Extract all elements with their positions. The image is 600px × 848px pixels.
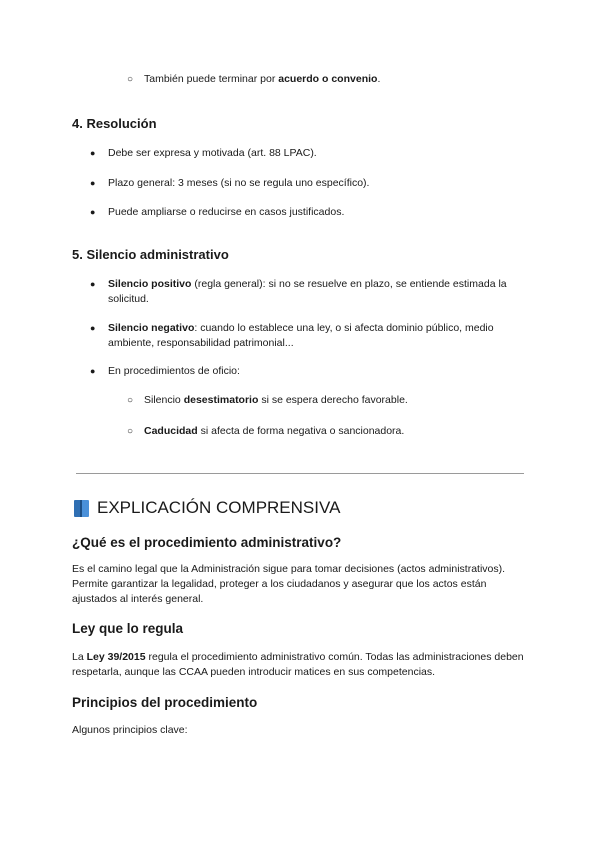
list-item-silencio-negativo: Silencio negativo: cuando lo establece una ley, o si afecta dominio público, medio ambiente, responsabilidad patrimonial... — [108, 322, 494, 349]
horizontal-divider — [76, 473, 524, 474]
filled-bullet: ● — [90, 178, 96, 188]
blue-book-icon — [74, 500, 89, 517]
hollow-bullet: ○ — [127, 426, 134, 437]
filled-bullet: ● — [90, 323, 96, 333]
section-heading-resolucion: 4. Resolución — [72, 116, 157, 131]
main-section-heading — [74, 497, 340, 519]
list-item: Plazo general: 3 meses (si no se regula uno específico). — [108, 177, 370, 189]
paragraph-ley: La Ley 39/2015 regula el procedimiento administrativo común. Todas las administraciones deben respetarla, aunque las CCAA pueden introducir matices en sus competencias. — [72, 651, 524, 678]
filled-bullet: ● — [90, 279, 96, 289]
hollow-bullet: ○ — [127, 74, 134, 85]
paragraph-principios-intro: Algunos principios clave: — [72, 724, 188, 736]
filled-bullet: ● — [90, 366, 96, 376]
subheading-ley: Ley que lo regula — [72, 621, 184, 636]
list-item-silencio-positivo: Silencio positivo (regla general): si no se resuelve en plazo, se entiende estimada la solicitud. — [108, 278, 507, 305]
list-item: Debe ser expresa y motivada (art. 88 LPAC). — [108, 147, 317, 159]
list-item-oficio: En procedimientos de oficio: — [108, 365, 240, 377]
subheading-principios: Principios del procedimiento — [72, 695, 258, 710]
filled-bullet: ● — [90, 148, 96, 158]
main-section-title: EXPLICACIÓN COMPRENSIVA — [97, 498, 341, 517]
list-item-acuerdo: También puede terminar por acuerdo o convenio. — [144, 73, 381, 85]
list-item-desestimatorio: Silencio desestimatorio si se espera derecho favorable. — [144, 394, 408, 406]
filled-bullet: ● — [90, 207, 96, 217]
list-item-caducidad: Caducidad si afecta de forma negativa o sancionadora. — [144, 425, 405, 437]
hollow-bullet: ○ — [127, 395, 134, 406]
paragraph-que-es: Es el camino legal que la Administración sigue para tomar decisiones (actos administrativos). Permite garantizar la legalidad, proteger a los ciudadanos y asegurar que los actos están ajustados al interés general. — [72, 563, 506, 605]
section-heading-silencio: 5. Silencio administrativo — [72, 247, 229, 262]
subheading-que-es: ¿Qué es el procedimiento administrativo? — [72, 535, 342, 550]
list-item: Puede ampliarse o reducirse en casos justificados. — [108, 206, 345, 218]
